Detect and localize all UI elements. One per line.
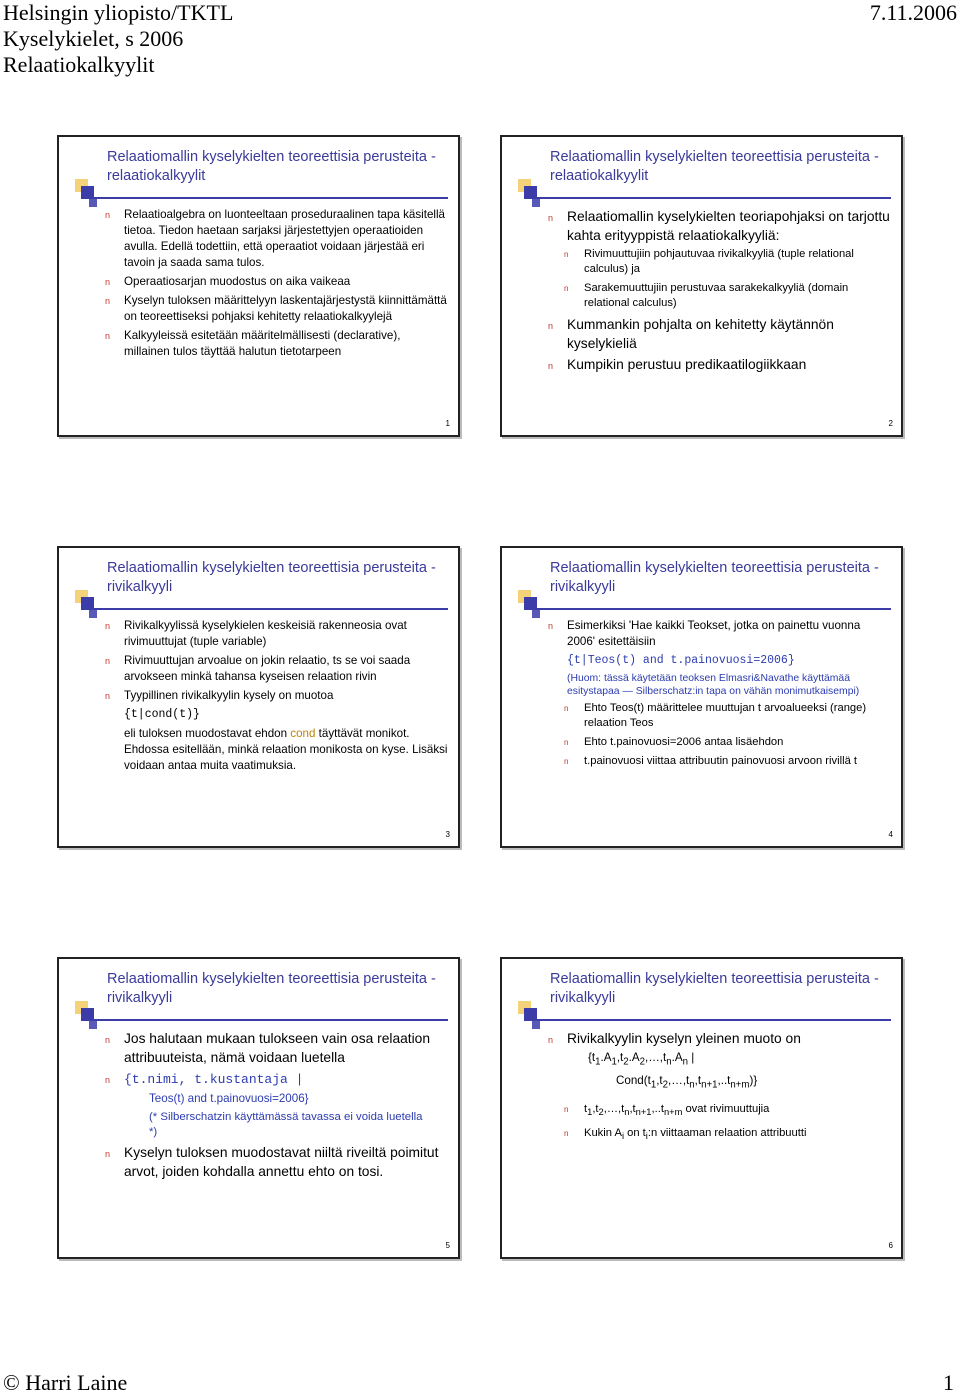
bullet-item: n Esimerkiksi 'Hae kaikki Teokset, jotka on painettu vuonna 2006' esitettäisiin: [548, 619, 861, 648]
slide-body: [548, 618, 891, 773]
note-text: (Huom: tässä käytetään teoksen Elmasri&Navathe käyttämää esitystapaa — Silberschatz:in tapa on vähän monimutkaisempi): [567, 673, 860, 697]
sub-bullet-item: n Rivimuuttujiin pohjautuvaa rivikalkyyliä (tuple relational calculus) ja: [564, 248, 854, 275]
bullet-item: n Kummankin pohjalta on kehitetty käytännön kyselykieliä: [548, 317, 834, 351]
bullet-item: n Tyypillinen rivikalkyylin kysely on muotoa: [105, 689, 334, 702]
header-institution: Helsingin yliopisto/TKTL: [3, 0, 234, 25]
sub-bullet-item: n Ehto Teos(t) määrittelee muuttujan t arvoalueeksi (range) relaation Teos: [564, 702, 867, 729]
slide-number: 3: [445, 830, 450, 839]
bullet-icon: n: [548, 1035, 554, 1045]
slide-2: [500, 135, 903, 437]
title-divider: [530, 1019, 891, 1021]
slide-title: Relaatiomallin kyselykielten teoreettisia perusteita - rivikalkyyli: [550, 560, 879, 595]
bullet-item: n Rivikalkyylissä kyselykielen keskeisiä rakenneosia ovat rivimuuttujat (tuple variable): [105, 619, 407, 648]
bullet-icon: n: [105, 621, 111, 631]
general-form-line: {$t_1.A_1,t_2.A_2,\dots,t_n.A_n$ |: [588, 1051, 695, 1068]
bullet-icon: n: [548, 361, 554, 371]
sub-bullet-item: n Ehto t.painovuosi=2006 antaa lisäehdon: [564, 736, 784, 748]
title-divider: [87, 197, 448, 199]
bullet-item: n Kyselyn tuloksen muodostavat niiltä riveiltä poimitut arvot, joiden kohdalla annettu ehto on tosi.: [105, 1145, 439, 1179]
bullet-icon: n: [564, 738, 569, 747]
slide-body: [105, 1029, 448, 1183]
slide-decoration-icon: [518, 1001, 552, 1035]
bullet-item: n Kalkyyleissä esitetään määritelmällisesti (declarative), millainen tulos täyttää halutun tietotarpeen: [105, 329, 401, 358]
slide-5: [57, 957, 460, 1259]
bullet-icon: n: [105, 277, 111, 287]
bullet-item: n {t.nimi, t.kustantaja |: [105, 1069, 448, 1089]
slide-decoration-icon: [75, 1001, 109, 1035]
bullet-icon: n: [105, 1075, 111, 1085]
slide-6: [500, 957, 903, 1259]
note-text: (* Silberschatzin käyttämässä tavassa ei voida luetella *): [149, 1111, 423, 1138]
slide-body: [548, 207, 891, 376]
slide-title: Relaatiomallin kyselykielten teoreettisia perusteita - rivikalkyyli: [107, 560, 436, 595]
header-date: 7.11.2006: [869, 0, 957, 25]
bullet-icon: n: [105, 691, 111, 701]
slide-number: 5: [445, 1241, 450, 1250]
slide-body: [105, 618, 448, 777]
slide-body: [105, 207, 448, 363]
bullet-icon: n: [548, 621, 554, 631]
explanation-text: eli tuloksen muodostavat ehdon cond täyttävät monikot. Ehdossa esitellään, minkä relaation monikosta on kyse. Lisäksi voidaan antaa muita vaatimuksia.: [124, 727, 448, 772]
bullet-icon: n: [105, 210, 111, 220]
bullet-icon: n: [548, 321, 554, 331]
slide-number: 2: [888, 419, 893, 428]
sub-bullet-item: n Kukin $A_i$ on $t_i:n$ viittaaman relaation attribuutti: [564, 1126, 807, 1142]
slide-number: 6: [888, 1241, 893, 1250]
bullet-icon: n: [564, 284, 569, 293]
bullet-item: n Rivikalkyylin kyselyn yleinen muoto on: [548, 1029, 891, 1048]
slide-title: Relaatiomallin kyselykielten teoreettisia perusteita - rivikalkyyli: [550, 971, 879, 1006]
bullet-item: n Relaatioalgebra on luonteeltaan proseduraalinen tapa käsitellä tietoa. Tiedon haetaan sarjaksi järjestettyjen operaatioiden avulla. Edellä todettiin, että operaatiot voidaan järjestää eri tavoin ja saada sama tulos.: [105, 208, 445, 269]
sub-bullet-item: n $t_1,t_2,\dots,t_n,t_{n+1},..t_{n+m}$ ovat rivimuuttujia: [564, 1102, 770, 1117]
sub-bullet-item: n Sarakemuuttujiin perustuvaa sarakekalkyyliä (domain relational calculus): [564, 282, 849, 309]
title-divider: [87, 608, 448, 610]
general-form-condition: $Cond(t_1,t_2,\dots,t_n,t_{n+1},..t_{n+m})$}: [616, 1074, 758, 1091]
slide-decoration-icon: [518, 179, 552, 213]
bullet-item: n Kyselyn tuloksen määrittelyyn laskentajärjestystä kiinnittämättä on teoreettiseksi pohjaksi kehitetty relaatiokalkyylejä: [105, 294, 447, 323]
bullet-icon: n: [105, 656, 111, 666]
bullet-icon: n: [564, 757, 569, 766]
slide-body: [548, 1029, 891, 1148]
title-divider: [87, 1019, 448, 1021]
query-expression: {t|cond(t)}: [124, 708, 200, 721]
slide-4: [500, 546, 903, 848]
slide-title: Relaatiomallin kyselykielten teoreettisia perusteita - relaatiokalkyylit: [550, 149, 879, 184]
slide-decoration-icon: [75, 590, 109, 624]
slide-decoration-icon: [75, 179, 109, 213]
header-topic: Relaatiokalkyylit: [3, 52, 155, 77]
bullet-item: n Operaatiosarjan muodostus on aika vaikeaa: [105, 275, 351, 288]
bullet-item: n Relaatiomallin kyselykielten teoriapohjaksi on tarjottu kahta erityyppistä relaatiokalkyyliä:: [548, 209, 890, 243]
slide-title: Relaatiomallin kyselykielten teoreettisia perusteita - relaatiokalkyylit: [107, 149, 436, 184]
bullet-icon: n: [564, 704, 569, 713]
bullet-icon: n: [105, 331, 111, 341]
bullet-icon: n: [564, 1128, 569, 1138]
header-course: Kyselykielet, s 2006: [3, 26, 184, 51]
title-divider: [530, 197, 891, 199]
query-expression: Teos(t) and t.painovuosi=2006}: [149, 1092, 309, 1105]
footer-author: © Harri Laine: [3, 1370, 128, 1395]
slide-decoration-icon: [518, 590, 552, 624]
title-divider: [530, 608, 891, 610]
slide-1: [57, 135, 460, 437]
bullet-item: n Jos halutaan mukaan tulokseen vain osa relaation attribuuteista, nämä voidaan luetella: [105, 1031, 431, 1065]
bullet-item: n Rivimuuttujan arvoalue on jokin relaatio, ts se voi saada arvokseen minkä tahansa kyseisen relaation rivin: [105, 654, 411, 683]
slide-title: Relaatiomallin kyselykielten teoreettisia perusteita - rivikalkyyli: [107, 971, 436, 1006]
sub-bullet-item: n t.painovuosi viittaa attribuutin painovuosi arvoon rivillä t: [564, 755, 858, 767]
bullet-icon: n: [564, 1104, 569, 1114]
footer-page-number: 1: [943, 1370, 954, 1395]
cond-keyword: cond: [290, 727, 316, 740]
bullet-icon: n: [105, 1035, 111, 1045]
slide-number: 1: [445, 419, 450, 428]
slide-3: [57, 546, 460, 848]
bullet-item: n Kumpikin perustuu predikaatilogiikkaan: [548, 355, 891, 374]
query-expression: {t|Teos(t) and t.painovuosi=2006}: [567, 654, 795, 667]
slide-number: 4: [888, 830, 893, 839]
bullet-icon: n: [105, 1149, 111, 1159]
bullet-icon: n: [548, 213, 554, 223]
bullet-icon: n: [564, 250, 569, 259]
bullet-icon: n: [105, 296, 111, 306]
